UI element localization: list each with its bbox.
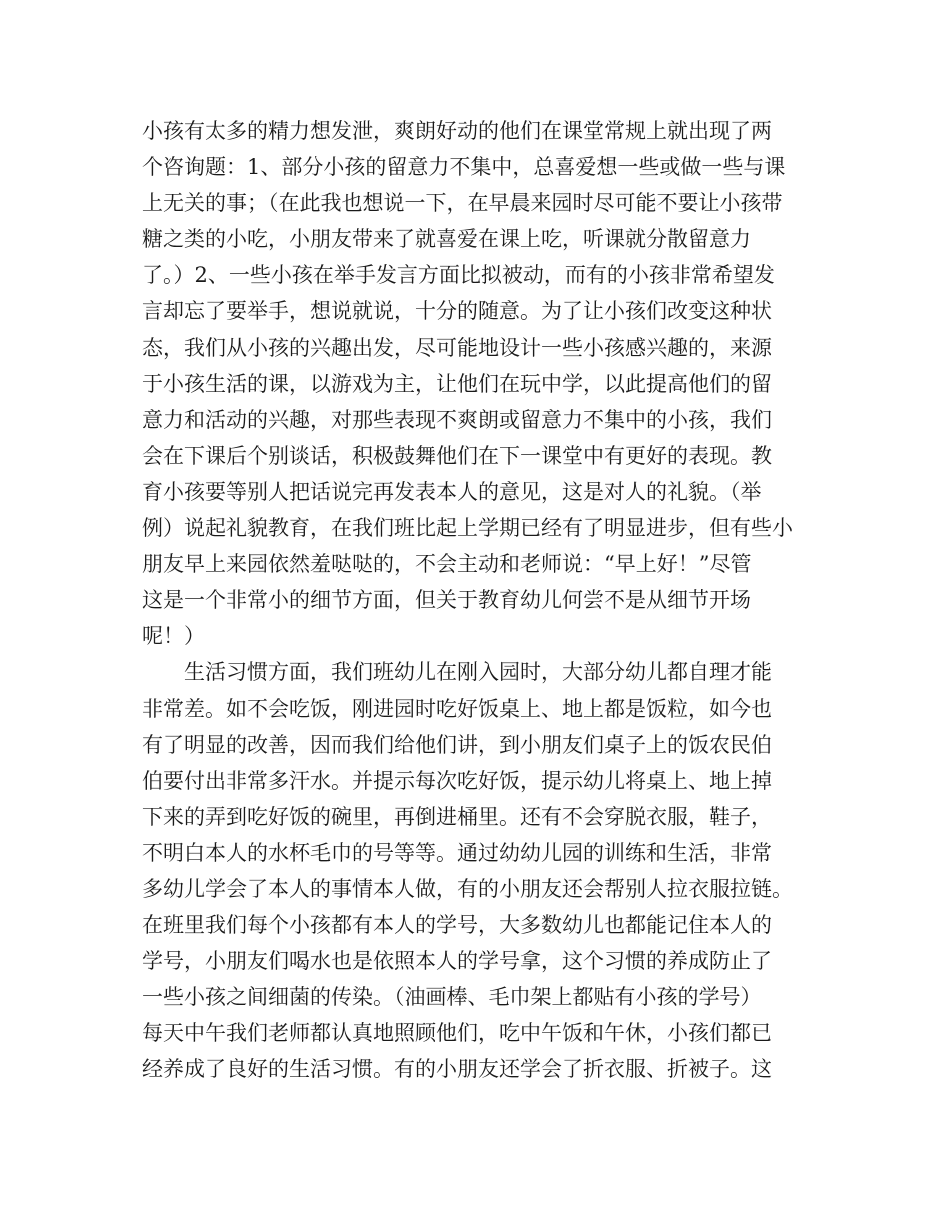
text-line: 每天中午我们老师都认真地照顾他们，吃中午饭和午休，小孩们都已 [142,1021,772,1046]
text-line: 朋友早上来园依然羞哒哒的，不会主动和老师说：“早上好！”尽管 [142,552,752,577]
text-line: 多幼儿学会了本人的事情本人做，有的小朋友还会帮别人拉衣服拉链。 [142,876,793,901]
text-line: 不明白本人的水杯毛巾的号等等。通过幼幼儿园的训练和生活，非常 [142,840,772,865]
text-line: 个咨询题：1、部分小孩的留意力不集中，总喜爱想一些或做一些与课 [142,155,786,180]
text-line: 下来的弄到吃好饭的碗里，再倒进桶里。还有不会穿脱衣服，鞋子， [142,804,772,829]
text-line: 于小孩生活的课，以游戏为主，让他们在玩中学，以此提高他们的留 [142,371,772,396]
text-line: 经养成了良好的生活习惯。有的小朋友还学会了折衣服、折被子。这 [142,1057,772,1082]
text-line: 意力和活动的兴趣，对那些表现不爽朗或留意力不集中的小孩，我们 [142,407,772,432]
text-line: 在班里我们每个小孩都有本人的学号，大多数幼儿也都能记住本人的 [142,913,772,938]
text-line: 一些小孩之间细菌的传染。（油画棒、毛巾架上都贴有小孩的学号） [142,985,762,1010]
text-line: 呢！） [142,624,205,649]
text-line: 伯要付出非常多汗水。并提示每次吃好饭，提示幼儿将桌上、地上掉 [142,768,772,793]
text-line: 态，我们从小孩的兴趣出发，尽可能地设计一些小孩感兴趣的，来源 [142,335,772,360]
document-page [142,113,812,1088]
text-line: 非常差。如不会吃饭，刚进园时吃好饭桌上、地上都是饭粒，如今也 [142,696,772,721]
text-line: 言却忘了要举手，想说就说，十分的随意。为了让小孩们改变这种状 [142,299,772,324]
text-line: 育小孩要等别人把话说完再发表本人的意见，这是对人的礼貌。（举 [142,479,762,504]
text-line: 糖之类的小吃，小朋友带来了就喜爱在课上吃，听课就分散留意力 [142,227,751,252]
text-line: 这是一个非常小的细节方面，但关于教育幼儿何尝不是从细节开场 [142,588,751,613]
text-line: 上无关的事；（在此我也想说一下，在早晨来园时尽可能不要让小孩带 [142,191,783,216]
paragraph-start-line: 生活习惯方面，我们班幼儿在刚入园时，大部分幼儿都自理才能 [184,660,772,685]
text-line: 会在下课后个别谈话，积极鼓舞他们在下一课堂中有更好的表现。教 [142,443,772,468]
text-line: 学号，小朋友们喝水也是依照本人的学号拿，这个习惯的养成防止了 [142,949,772,974]
text-line: 了。）2、一些小孩在举手发言方面比拟被动，而有的小孩非常希望发 [142,263,775,288]
text-line: 例）说起礼貌教育，在我们班比起上学期已经有了明显进步，但有些小 [142,516,793,541]
text-line: 小孩有太多的精力想发泄，爽朗好动的他们在课堂常规上就出现了两 [142,119,772,143]
text-line: 有了明显的改善，因而我们给他们讲，到小朋友们桌子上的饭农民伯 [142,732,772,757]
